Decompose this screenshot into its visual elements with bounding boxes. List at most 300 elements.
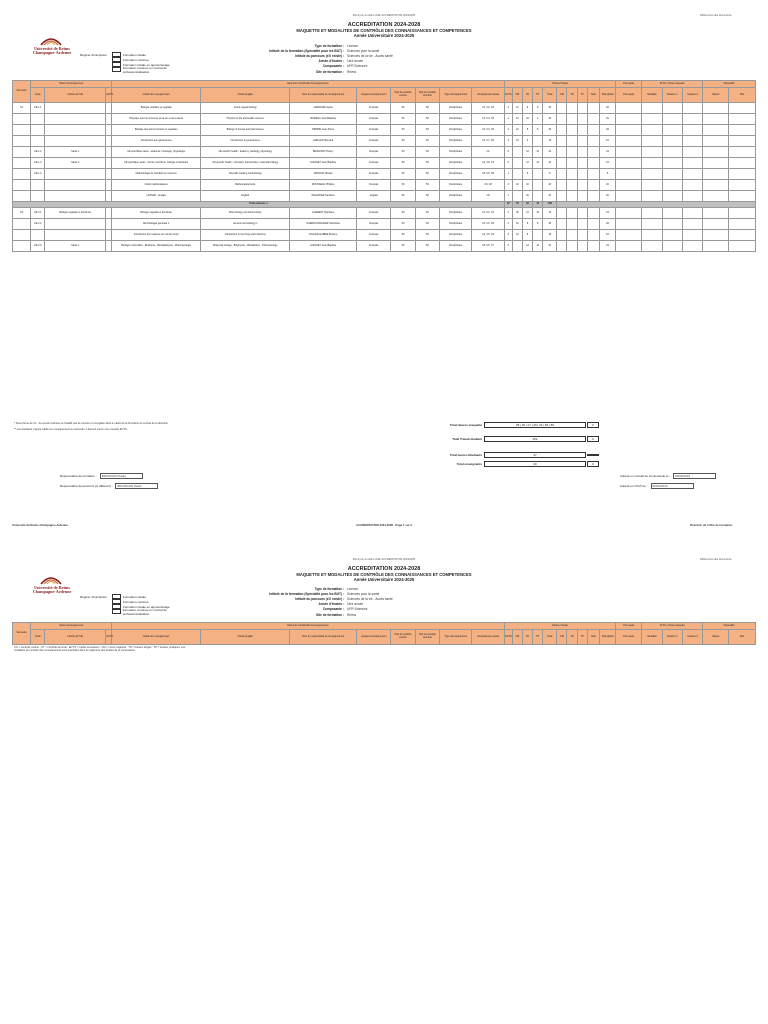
table-cell (587, 114, 599, 125)
table-cell (587, 180, 599, 191)
table-cell: 10 (512, 103, 522, 114)
table-cell (703, 103, 729, 114)
table-cell (662, 125, 682, 136)
table-cell (567, 147, 577, 158)
table-cell: 50 (391, 169, 415, 180)
table-cell (587, 103, 599, 114)
column-header: Total (543, 88, 557, 103)
resp-formation-field[interactable]: BRUNIAUD Paule (100, 473, 143, 479)
table-row (13, 158, 756, 169)
column-header: TD (567, 88, 577, 103)
table-cell: 16 (599, 136, 615, 147)
regime-app[interactable]: Formation initiale en apprentissage (112, 62, 192, 67)
column-header: Part du contrôle continu (391, 88, 415, 103)
table-cell (616, 103, 642, 114)
table-cell (729, 241, 756, 252)
table-cell: 18 (599, 230, 615, 241)
table-cell: BRIANSON Thierry (290, 147, 357, 158)
table-cell: Français (357, 125, 391, 136)
table-cell (577, 169, 587, 180)
meta-type: Type de formation : Licence (314, 44, 358, 48)
university-logo (30, 36, 74, 68)
table-cell: Outils mathématiques (112, 180, 201, 191)
table-cell: MOREAU Jean-Baptiste (290, 114, 357, 125)
table-cell: 26 (543, 125, 557, 136)
table-cell: 12 (522, 241, 532, 252)
table-cell: Méthodologie de l'étudiant en sciences (112, 169, 201, 180)
table-cell: 6 (504, 241, 512, 252)
table-cell: S2 (13, 208, 31, 219)
table-cell: Français (357, 114, 391, 125)
table-cell (577, 191, 587, 202)
table-cell (577, 114, 587, 125)
table-cell: 50 (415, 191, 439, 202)
table-cell: C2, C9, C3 (472, 158, 504, 169)
table-cell: Disciplinaire (440, 191, 472, 202)
regime-fi[interactable]: Formation initiale (112, 52, 192, 57)
maquette-table (12, 80, 756, 252)
table-cell (616, 219, 642, 230)
column-header: Nom du responsable de l'enseignement (290, 630, 357, 645)
column-header: Session 1 (662, 630, 682, 645)
table-cell (567, 169, 577, 180)
table-cell: Disciplinaire (440, 180, 472, 191)
table-cell (587, 191, 599, 202)
table-cell: UE 1.4 (31, 169, 45, 180)
table-cell (642, 114, 662, 125)
table-cell (682, 191, 702, 202)
table-cell (533, 136, 543, 147)
column-header: TD (522, 88, 532, 103)
table-cell: 6 (504, 147, 512, 158)
table-cell: 16 (543, 136, 557, 147)
table-cell (642, 180, 662, 191)
table-cell (567, 158, 577, 169)
table-cell: Molecular biology - Biophysics - Biostatistics - Pharmacology (201, 241, 290, 252)
table-cell: Disciplinaire (440, 230, 472, 241)
table-cell (703, 147, 729, 158)
p2-regime-app[interactable]: Formation initiale en apprentissage (112, 604, 192, 609)
table-cell: UE 2.1 (31, 208, 45, 219)
column-header: CM (512, 88, 522, 103)
table-cell (616, 169, 642, 180)
table-cell (557, 103, 567, 114)
table-cell: C4, C5, C6 (472, 230, 504, 241)
table-cell: 50 (391, 230, 415, 241)
table-cell (13, 169, 31, 180)
table-cell (642, 219, 662, 230)
total-cell: 52 (512, 202, 522, 208)
p2-meta-annee: Année d'études : 1ère année (318, 602, 364, 606)
table-cell: 50 (415, 136, 439, 147)
table-cell: 26 (543, 103, 557, 114)
adoption-cfvu: Adopté en CFVU le : 00/00/2024 (620, 483, 694, 489)
meta-intitule: Intitulé de la formation (Spécialité pour les BUT) : Sciences pour la santé (269, 49, 380, 53)
table-cell: C1, C2, C3 (472, 103, 504, 114)
table-cell (729, 136, 756, 147)
column-header: Code (31, 630, 45, 645)
table-cell (557, 208, 567, 219)
table-cell (557, 219, 567, 230)
table-cell (45, 191, 106, 202)
table-cell: GUERIN-GRANGER Stéphanie (290, 219, 357, 230)
table-cell: English (201, 191, 290, 202)
table-cell: 50 (391, 103, 415, 114)
table-cell (577, 230, 587, 241)
column-header: Session 1 (662, 88, 682, 103)
table-cell: Disciplinaire (440, 219, 472, 230)
table-cell (703, 241, 729, 252)
table-cell (703, 114, 729, 125)
table-cell (587, 158, 599, 169)
table-cell (533, 230, 543, 241)
table-cell (31, 191, 45, 202)
table-row (13, 169, 756, 180)
table-cell (662, 103, 682, 114)
table-cell: 12 (533, 158, 543, 169)
table-row (13, 208, 756, 219)
table-cell: Français (357, 208, 391, 219)
table-cell: 10 (522, 180, 532, 191)
table-cell: 50 (415, 241, 439, 252)
table-cell: 44 (599, 208, 615, 219)
table-cell: 24 (543, 241, 557, 252)
total-cell: 188 (543, 202, 557, 208)
p2-notes: CC = contrôle continu ; CT = contrôle terminal ; ECTS = crédits européens ; CM = cours magistral ; TD = travaux dirigés ; TP = travaux pratiques. Les modalités de contrôle des connaissances sont précisées dans le règlement des études de la composante. (14, 646, 186, 652)
column-header: Intitulé de l'UE (45, 630, 106, 645)
p2-regime-pro[interactable]: Formation continue en contrat de professionnalisation (112, 609, 192, 614)
table-cell (577, 158, 587, 169)
table-cell (587, 169, 599, 180)
table-cell (703, 180, 729, 191)
date-cfvu-field[interactable]: 00/00/2024 (651, 483, 694, 489)
table-cell: Biologie cellulaire et végétale (112, 103, 201, 114)
table-cell (557, 147, 567, 158)
table-cell: Santé 1 (45, 147, 106, 158)
table-cell: 6 (599, 169, 615, 180)
table-cell (31, 230, 45, 241)
p2-table-header: Semestre Unités d'enseignement Eléments Constitutifs d'enseignements Volume horaire Pré-requis M 3C / Chute maquette Dispositifs Code Intitulé de l'UE ECTS Intitulé de l'enseignement Intitulé anglais Nom du responsable de l'enseignement Langue d'enseignement Part du contrôle continu Part du contrôle terminal Type d'enseignement Compétences visées ECTS CM TD TP Total CM TD TP Total Total global Pré-requis Modalité Session 1 Session 2 Nature Obs. (12, 622, 756, 645)
table-cell (729, 169, 756, 180)
table-cell: 50 (391, 241, 415, 252)
table-cell: 3 (504, 230, 512, 241)
table-cell (567, 136, 577, 147)
table-cell: 50 (391, 136, 415, 147)
table-cell: 4 (504, 103, 512, 114)
table-cell: 26 (599, 219, 615, 230)
table-cell: 26 (599, 125, 615, 136)
table-cell: Disciplinaire (440, 125, 472, 136)
table-cell: C4, C5, C6 (472, 219, 504, 230)
table-cell (662, 169, 682, 180)
table-cell (577, 103, 587, 114)
table-cell (703, 158, 729, 169)
table-cell (703, 191, 729, 202)
table-cell (567, 103, 577, 114)
p2-logo-name: Université de Reims Champagne-Ardenne (32, 585, 72, 595)
table-cell: 20 (599, 180, 615, 191)
table-cell (567, 125, 577, 136)
table-cell: 8 (522, 125, 532, 136)
table-cell: 26 (599, 103, 615, 114)
signature-resp-formation: Responsable de formation : BRUNIAUD Paule (60, 473, 143, 479)
table-cell (642, 191, 662, 202)
table-cell (587, 219, 599, 230)
table-cell (45, 169, 106, 180)
table-cell (729, 114, 756, 125)
date-composante-field[interactable]: 00/00/2024 (673, 473, 716, 479)
p2-regime-fi[interactable]: Formation initiale (112, 594, 192, 599)
column-header: Intitulé anglais (201, 630, 290, 645)
table-cell (13, 125, 31, 136)
table-cell (13, 180, 31, 191)
table-cell: Introduction aux espaces du monde vivant (112, 230, 201, 241)
table-cell: ROUSSEAU Philippe (290, 180, 357, 191)
table-cell (616, 114, 642, 125)
table-cell (616, 191, 642, 202)
table-cell: 8 (533, 219, 543, 230)
table-cell: 12 (522, 208, 532, 219)
table-cell (662, 219, 682, 230)
table-cell (557, 136, 567, 147)
table-cell: 50 (415, 147, 439, 158)
table-cell: C6, C8 (472, 180, 504, 191)
column-header: Modalité (642, 88, 662, 103)
table-cell: 6 (522, 136, 532, 147)
table-cell (703, 136, 729, 147)
table-cell (533, 191, 543, 202)
table-cell: UE specific health : chemistry, biochemistry, molecular biology (201, 158, 290, 169)
table-cell: 12 (512, 114, 522, 125)
summary-row: Total Heures maquette 28 | 26 | 27 | 29 | 34 | 50 | 80 0 (440, 422, 599, 428)
table-cell (642, 103, 662, 114)
table-cell (512, 147, 522, 158)
table-cell (512, 169, 522, 180)
table-cell: 24 (599, 147, 615, 158)
table-cell (512, 158, 522, 169)
table-cell (577, 208, 587, 219)
table-cell (642, 208, 662, 219)
table-cell: Physics for life and health sciences (201, 114, 290, 125)
table-cell (557, 169, 567, 180)
table-cell (557, 114, 567, 125)
table-cell: 20 (522, 191, 532, 202)
table-cell: S1 (13, 103, 31, 114)
table-cell: Français (357, 147, 391, 158)
table-cell (533, 180, 543, 191)
table-cell: C1, C4, C5 (472, 114, 504, 125)
column-header: Langue d'enseignement (357, 88, 391, 103)
p2-meta-intitule: Intitulé de la formation (Spécialité pour les BUT) : Sciences pour la santé (269, 592, 380, 596)
column-header: Intitulé anglais (201, 88, 290, 103)
resp-parcours-field[interactable]: BRUNIAUD Paule (115, 483, 158, 489)
table-cell: 8 (533, 103, 543, 114)
table-cell (13, 136, 31, 147)
table-cell (682, 230, 702, 241)
meta-composante: Composante : UFR Sciences (322, 64, 368, 68)
table-cell: 10 (512, 125, 522, 136)
footnote-1: * Sous forme de CL : la mention Admise ne l'établit pas la mention en complète dans le cadre de la formation du contrat de la direction. (14, 422, 169, 425)
table-cell: Microbiologie générale 1 (112, 219, 201, 230)
table-cell: UE 1.2 (31, 147, 45, 158)
table-cell: Biologie des tissus humains et végétaux (112, 125, 201, 136)
table-cell (567, 241, 577, 252)
footnote-2: ** Les étudiants n'ayant validé cet enseignement au semestre 1 doivent suivre une nouvelle ECTS. (14, 428, 128, 431)
regime-pro[interactable]: Formation continue en contrat de professionnalisation (112, 67, 192, 72)
table-cell: 6 (543, 169, 557, 180)
table-cell (662, 230, 682, 241)
p2-header-right-note: Références des documents (700, 558, 732, 561)
checkbox-icon (112, 67, 121, 73)
adoption-composante: Adopté en conseil de composante le : 00/00/2024 (620, 473, 716, 479)
table-cell: 50 (391, 219, 415, 230)
table-cell (587, 136, 599, 147)
table-cell: 50 (391, 208, 415, 219)
p2-document-title: ACCREDITATION 2024-2028 (347, 566, 421, 572)
column-header: Compétences visées (472, 630, 504, 645)
table-cell: Disciplinaire (440, 169, 472, 180)
table-cell (13, 241, 31, 252)
table-cell (616, 241, 642, 252)
table-cell: Disciplinaire (440, 147, 472, 158)
group-prerequis: Pré-requis (616, 81, 642, 88)
table-cell (703, 230, 729, 241)
table-cell: C3, C7, C8 (472, 136, 504, 147)
table-row (13, 219, 756, 230)
column-header: Intitulé de l'UE (45, 88, 106, 103)
table-cell: C2, C3, C6 (472, 125, 504, 136)
table-cell: 50 (391, 114, 415, 125)
table-cell: C1, C2, C3 (472, 208, 504, 219)
table-cell (642, 241, 662, 252)
table-cell: 20 (599, 191, 615, 202)
column-header: Total (543, 630, 557, 645)
regime-fc[interactable]: Formation continue (112, 57, 192, 62)
table-cell: Introduction to geosciences (201, 136, 290, 147)
table-cell (662, 158, 682, 169)
table-cell (533, 169, 543, 180)
table-cell (729, 180, 756, 191)
table-cell (616, 180, 642, 191)
logo-name: Université de Reims Champagne-Ardenne (32, 46, 72, 56)
table-cell: 50 (415, 208, 439, 219)
table-cell: UE spécifique santé : anatomie, histologie, physiologie (112, 147, 201, 158)
column-header: CM (557, 88, 567, 103)
table-cell: 8 (533, 125, 543, 136)
table-cell: Français (357, 136, 391, 147)
column-header: Total global (599, 88, 615, 103)
table-cell: 8 (522, 219, 532, 230)
table-cell: 50 (415, 103, 439, 114)
table-cell: 26 (543, 114, 557, 125)
table-cell (567, 114, 577, 125)
column-header: ECTS (504, 88, 512, 103)
table-cell (682, 125, 702, 136)
group-dispositifs: Dispositifs (703, 81, 756, 88)
table-cell (642, 125, 662, 136)
table-cell: 26 (543, 219, 557, 230)
table-cell (577, 136, 587, 147)
column-header: Intitulé de l'enseignement (112, 88, 201, 103)
table-cell (616, 208, 642, 219)
table-cell (13, 158, 31, 169)
column-header: Part du contrôle continu (391, 630, 415, 645)
table-cell (567, 230, 577, 241)
table-cell: 24 (599, 158, 615, 169)
table-cell: C8 (472, 191, 504, 202)
table-cell (45, 180, 106, 191)
group-volume: Volume horaire (504, 81, 615, 88)
table-cell: 50 (391, 191, 415, 202)
table-cell: 20 (543, 191, 557, 202)
table-cell: GERVAISE Sylvie (290, 103, 357, 114)
column-header: Code (31, 88, 45, 103)
table-cell (31, 136, 45, 147)
table-cell (642, 158, 662, 169)
table-cell: C5, C6, C8 (472, 169, 504, 180)
table-cell (577, 147, 587, 158)
table-cell: 10 (512, 230, 522, 241)
summary-row: Total enseignants 40 0 (440, 461, 599, 467)
table-cell (13, 147, 31, 158)
p2-document-year: Année Universitaire 2024-2025 (353, 577, 415, 582)
table-row (13, 191, 756, 202)
table-cell (662, 241, 682, 252)
table-cell: UE 2.2 (31, 219, 45, 230)
column-header: Nature (703, 630, 729, 645)
total-cell: 30 (504, 202, 512, 208)
table-row (13, 241, 756, 252)
table-cell (557, 158, 567, 169)
table-cell: Plant biology and biochemistry (201, 208, 290, 219)
table-cell: 8 (522, 230, 532, 241)
regime-label: Régime d'inscription (80, 53, 107, 57)
column-header: ECTS (504, 630, 512, 645)
table-cell (729, 158, 756, 169)
table-cell (616, 136, 642, 147)
table-cell (13, 191, 31, 202)
column-header: Total (587, 88, 599, 103)
table-cell (682, 219, 702, 230)
summary-row: Total heures Etudiants 47 (440, 452, 599, 458)
table-cell: Biology of human and plant tissues (201, 125, 290, 136)
total-cell: 44 (533, 202, 543, 208)
table-cell (567, 180, 577, 191)
table-cell (587, 230, 599, 241)
table-cell: 24 (543, 147, 557, 158)
column-header: TP (577, 630, 587, 645)
table-cell: 20 (543, 180, 557, 191)
table-cell: Français (357, 230, 391, 241)
table-cell: 24 (599, 241, 615, 252)
signature-resp-parcours: Responsable de parcours (si différent) : BRUNIAUD Paule (60, 483, 158, 489)
column-header: Pré-requis (616, 630, 642, 645)
table-cell: 4 (533, 114, 543, 125)
table-cell (682, 158, 702, 169)
table-cell: Disciplinaire (440, 103, 472, 114)
table-cell (662, 147, 682, 158)
p2-header-center-note: Mis à jour le cadre CNE/ ACCREDITATION 2024/2025 (352, 558, 416, 561)
table-cell (567, 191, 577, 202)
table-cell: 50 (415, 219, 439, 230)
table-cell: FALLIEN-GABRIE Brianne (290, 230, 357, 241)
table-cell: 24 (543, 158, 557, 169)
meta-annee: Année d'études : 1ère année (318, 59, 364, 63)
table-cell: 6 (522, 169, 532, 180)
p2-regime-fc[interactable]: Formation continue (112, 599, 192, 604)
table-cell (45, 230, 106, 241)
table-row (13, 103, 756, 114)
